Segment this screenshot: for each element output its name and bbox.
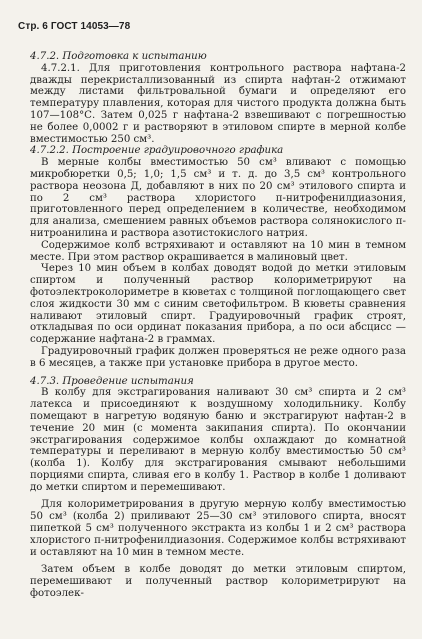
paragraph-shaking: Содержимое колб встряхивают и оставляют на 10 мин в темном месте. При этом раствор окрашивается в малиновый цвет. [30, 239, 406, 263]
paragraph-4-7-2-1: 4.7.2.1. Для приготовления контрольного раствора нафтана-2 дважды перекристаллизованный из спирта нафтан-2 отжимают между листами фильтровальной бумаги и определяют его температуру плавления, которая для чистого продукта должна быть 107—108°С. Затем 0,025 г нафтана-2 взвешивают с погрешностью не более 0,0002 г и растворяют в этиловом спирте в мерной колбе вместимостью 250 см³. [30, 62, 406, 145]
page-header: Стр. 6 ГОСТ 14053—78 [18, 21, 131, 32]
paragraph-colorimetry: Через 10 мин объем в колбах доводят водой до метки этиловым спиртом и полученный раствор колориметрируют на фотоэлектроколориметре в кюветах с толщиной поглощающего свет слоя жидкости 30 мм с синим светофильтром. В кюветы сравнения наливают этиловый спирт. Градуировочный график строят, откладывая по оси ординат показания прибора, а по оси абсцисс — содержание нафтана-2 в граммах. [30, 263, 406, 346]
paragraph-extraction: В колбу для экстрагирования наливают 30 см³ спирта и 2 см³ латекса и присоединяют к воздушному холодильнику. Колбу помещают в нагретую водяную баню и экстрагируют нафтан-2 в течение 20 мин (с момента закипания спирта). По окончании экстрагирования содержимое колбы охлаждают до комнатной температуры и переливают в мерную колбу вместимостью 50 см³ (колба 1). Колбу для экстрагирования смывают небольшими порциями спирта, сливая его в колбу 1. Раствор в колбе 1 доливают до метки спиртом и перемешивают. [30, 387, 406, 493]
heading-4-7-2-2: 4.7.2.2. Построение градуировочного графика [30, 145, 284, 157]
paragraph-final: Затем объем в колбе доводят до метки этиловым спиртом, перемешивают и полученный раствор колориметрируют на фотоэлек- [30, 564, 406, 600]
body-text [30, 51, 406, 600]
heading-4-7-3: 4.7.3. Проведение испытания [30, 375, 194, 387]
paragraph-graph-check: Градуировочный график должен проверяться не реже одного раза в 6 месяцев, а также при установке прибора в другое место. [30, 345, 406, 369]
paragraph-calibration-procedure: В мерные колбы вместимостью 50 см³ вливают с помощью микробюретки 0,5; 1,0; 1,5 см³ и т. д. до 3,5 см³ контрольного раствора неозона Д, добавляют в них по 20 см³ этилового спирта и по 2 см³ раствора хлористого п-нитрофенилдиазония, приготовленного перед определением в количестве, необходимом для анализа, смешением равных объемов раствора солянокислого п-нитроанилина и раствора азотистокислого натрия. [30, 157, 406, 239]
paragraph-colorimetry-flask-2: Для колориметрирования в другую мерную колбу вместимостью 50 см³ (колба 2) приливают 25—30 см³ этилового спирта, вносят пипеткой 5 см³ полученного экстракта из колбы 1 и 2 см³ раствора хлористого п-нитрофенилдиазония. Содержимое колбы встряхивают и оставляют на 10 мин в темном месте. [30, 499, 406, 558]
heading-4-7-2: 4.7.2. Подготовка к испытанию [30, 51, 207, 62]
